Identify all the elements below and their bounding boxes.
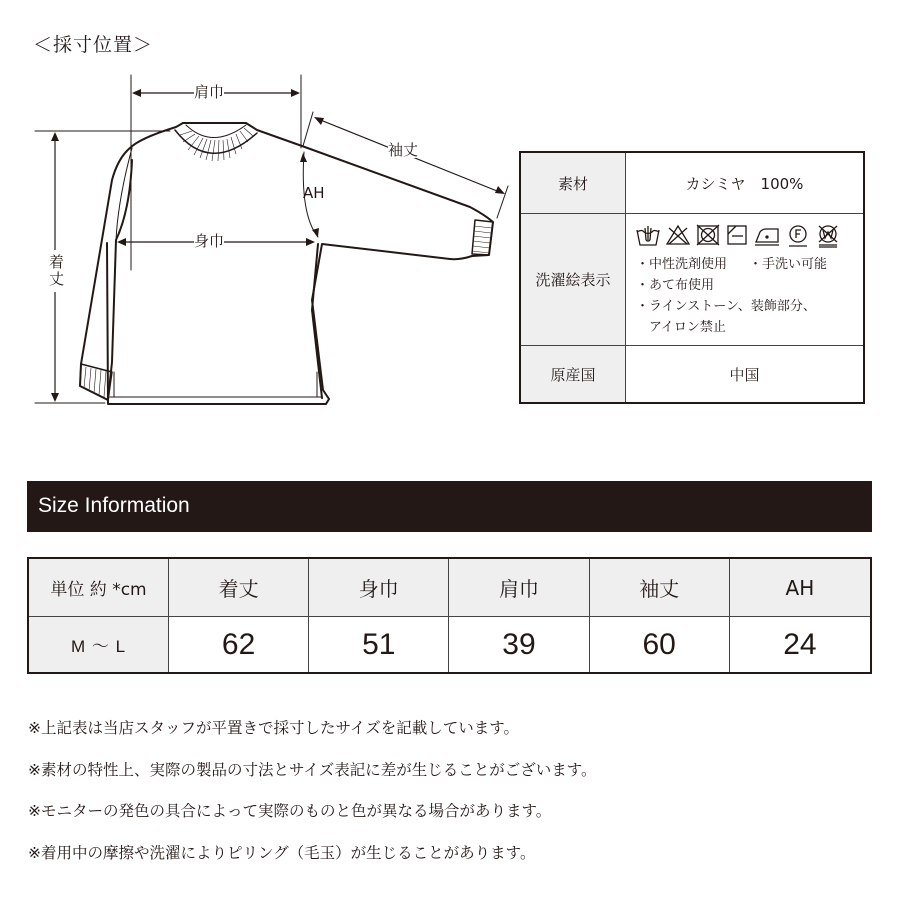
no-tumble-dry-icon xyxy=(696,224,720,246)
size-value-armhole: 24 xyxy=(783,627,817,661)
care-note-hand-wash: ・手洗い可能 xyxy=(749,257,828,272)
no-bleach-icon xyxy=(666,224,690,246)
care-table xyxy=(519,151,865,404)
label-length: 着丈 xyxy=(47,250,63,292)
dry-clean-f-icon xyxy=(786,224,810,248)
hand-wash-icon xyxy=(636,224,660,246)
size-header-unit: 単位 約 *cm xyxy=(29,559,169,617)
origin-value: 中国 xyxy=(729,365,760,384)
material-label: 素材 xyxy=(521,153,626,214)
size-information-banner xyxy=(27,481,872,532)
care-symbols-label: 洗濯絵表示 xyxy=(521,214,626,346)
label-sleeve: 袖丈 xyxy=(388,141,419,159)
sweater-outline-icon xyxy=(0,0,520,420)
care-note-neutral-detergent: ・中性洗剤使用 xyxy=(636,257,728,272)
footnote: ※着用中の摩擦や洗濯によりピリング（毛玉）が生じることがあります。 xyxy=(28,843,536,862)
footnote: ※モニターの発色の具合によって実際のものと色が異なる場合があります。 xyxy=(28,802,552,820)
footnote: ※上記表は当店スタッフが平置きで採寸したサイズを記載しています。 xyxy=(28,719,520,737)
care-note-press-cloth: ・あて布使用 xyxy=(636,278,715,293)
size-header-body-width: 身巾 xyxy=(309,559,449,617)
label-body-width: 身巾 xyxy=(194,232,225,250)
size-header-length: 着丈 xyxy=(169,559,309,617)
no-wet-clean-icon xyxy=(816,224,840,248)
measure-section-title: ＜採寸位置＞ xyxy=(33,34,154,56)
sweater-measurement-diagram xyxy=(0,0,520,420)
footnote: ※素材の特性上、実際の製品の寸法とサイズ表記に差が生じることがございます。 xyxy=(28,760,597,779)
flat-dry-shade-icon xyxy=(726,224,748,246)
origin-label: 原産国 xyxy=(521,346,626,402)
care-note-no-iron: アイロン禁止 xyxy=(649,320,726,335)
size-header-armhole: AH xyxy=(730,559,870,617)
care-note-rhinestone: ・ラインストーン、装飾部分、 xyxy=(636,299,816,314)
footnotes xyxy=(28,708,597,874)
size-value-body-width: 51 xyxy=(309,617,449,672)
size-value-shoulder: 39 xyxy=(449,617,589,672)
size-value-sleeve: 60 xyxy=(590,617,730,672)
banner-title: Size Information xyxy=(38,494,190,517)
label-armhole: AH xyxy=(303,184,325,202)
material-value: カシミヤ 100% xyxy=(626,153,863,214)
size-table xyxy=(27,557,872,674)
size-header-sleeve: 袖丈 xyxy=(590,559,730,617)
care-symbols-cell xyxy=(626,214,863,346)
size-value-length: 62 xyxy=(169,617,309,672)
iron-low-with-cloth-icon xyxy=(754,224,780,246)
size-row-label: M ～ L xyxy=(29,617,169,672)
size-header-shoulder: 肩巾 xyxy=(449,559,589,617)
label-shoulder: 肩巾 xyxy=(194,83,225,101)
